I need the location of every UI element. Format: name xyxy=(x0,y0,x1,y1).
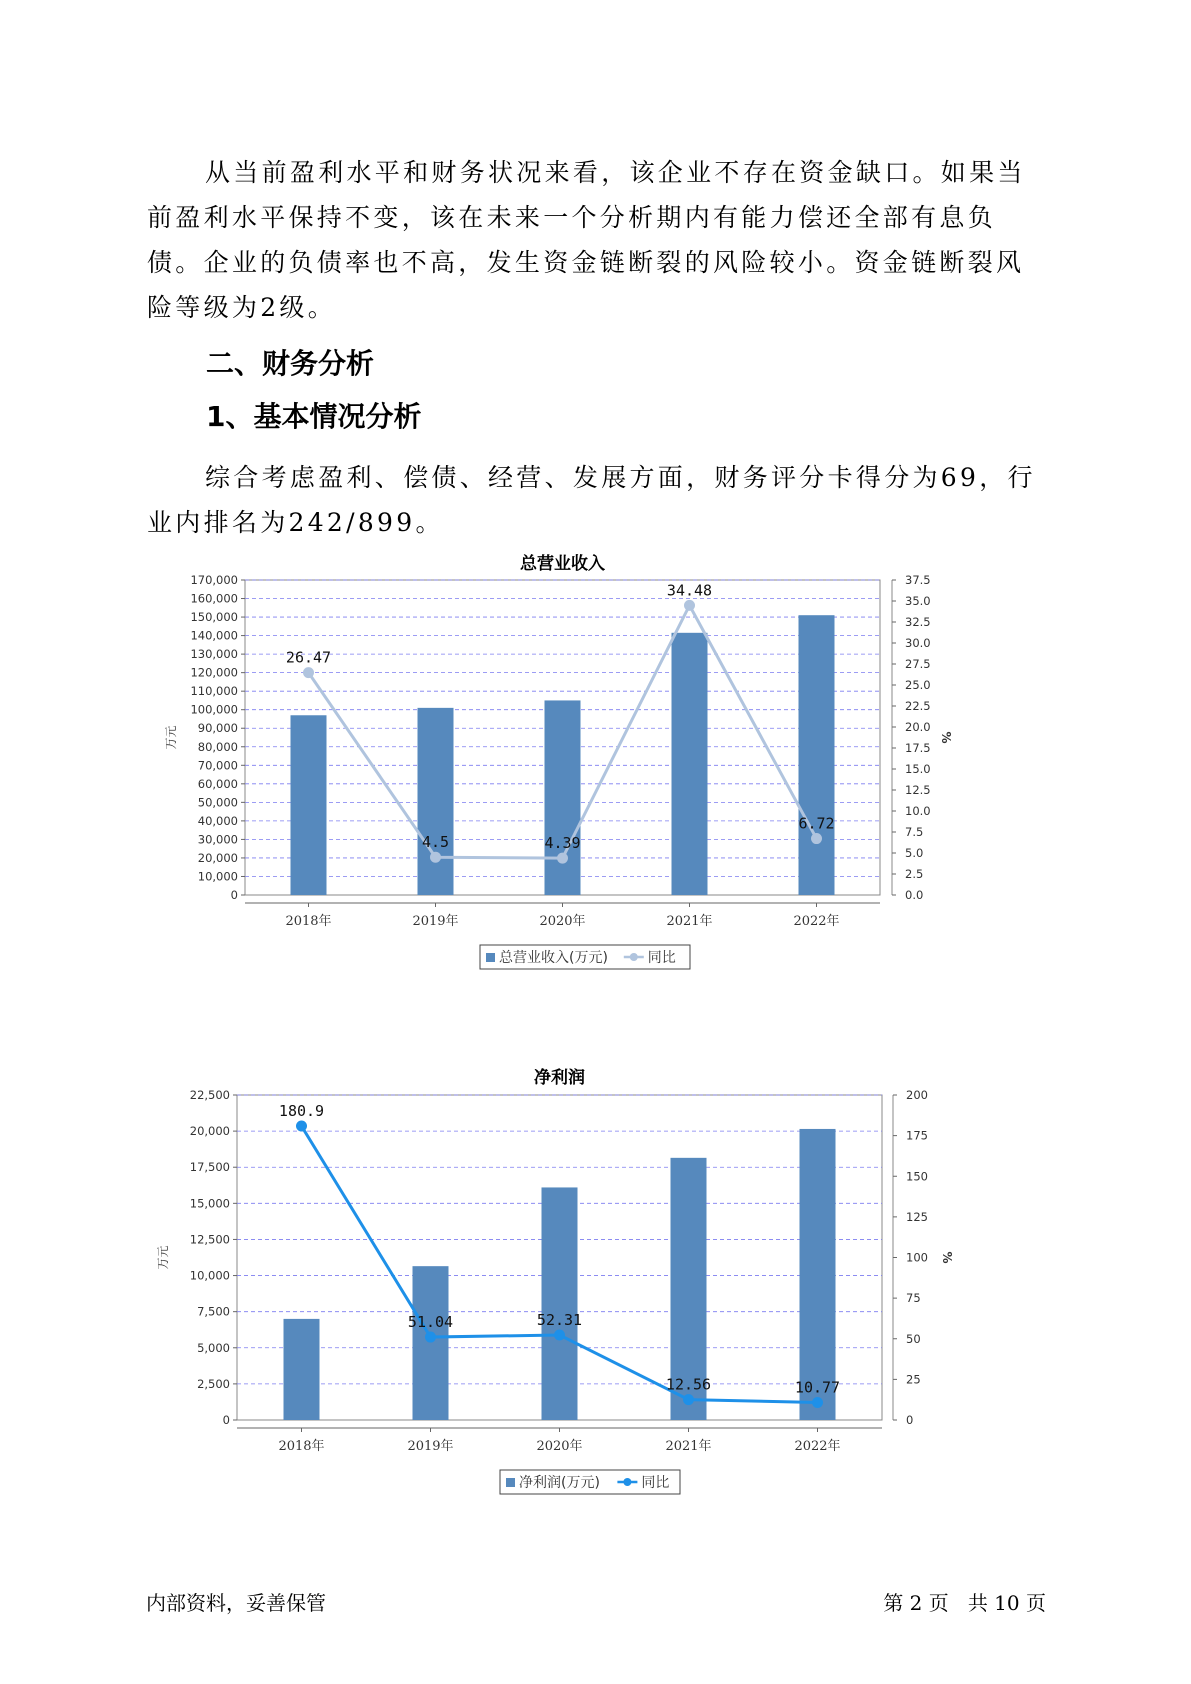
y-tick-label: 60,000 xyxy=(197,776,238,791)
bar xyxy=(545,700,581,895)
y-tick-label: 50,000 xyxy=(197,795,238,810)
y-right-tick-label: 150 xyxy=(906,1169,928,1184)
data-label: 34.48 xyxy=(666,581,713,600)
chart-title: 净利润 xyxy=(534,1068,585,1088)
x-tick-label: 2018年 xyxy=(285,914,332,929)
legend-line-label: 同比 xyxy=(647,950,676,966)
bar xyxy=(672,633,708,895)
y-axis-title: 万元 xyxy=(156,1245,170,1270)
bar xyxy=(542,1187,578,1420)
bar xyxy=(799,615,835,895)
y-tick-label: 20,000 xyxy=(189,1124,230,1139)
y-tick-label: 10,000 xyxy=(189,1268,230,1283)
x-tick-label: 2020年 xyxy=(539,914,586,929)
y-right-tick-label: 5.0 xyxy=(905,846,924,860)
y-tick-label: 22,500 xyxy=(189,1088,230,1102)
paragraph-risk-summary: 从当前盈利水平和财务状况来看，该企业不存在资金缺口。如果当前盈利水平保持不变，该在未来一个分析期内有能力偿还全部有息负债。企业的负债率也不高，发生资金链断裂的风险较小。资金链断裂风险等级为2级。 xyxy=(147,158,1026,322)
yoy-point xyxy=(554,1329,565,1340)
y-tick-label: 110,000 xyxy=(190,684,238,699)
yoy-point xyxy=(303,667,314,678)
y-right-tick-label: 17.5 xyxy=(905,741,931,755)
data-label: 51.04 xyxy=(407,1313,454,1332)
data-label: 6.72 xyxy=(798,814,835,833)
y-tick-label: 30,000 xyxy=(197,832,238,847)
legend-line-label: 同比 xyxy=(641,1475,670,1491)
legend-bar-swatch xyxy=(506,1478,515,1487)
y-tick-label: 80,000 xyxy=(197,739,238,754)
x-tick-label: 2022年 xyxy=(793,914,840,929)
x-tick-label: 2021年 xyxy=(665,1439,712,1454)
data-label: 4.5 xyxy=(421,833,450,852)
y-tick-label: 170,000 xyxy=(190,573,238,587)
data-label: 26.47 xyxy=(285,648,332,667)
y-tick-label: 12,500 xyxy=(189,1232,230,1247)
y-right-tick-label: 2.5 xyxy=(905,867,924,881)
y-right-tick-label: 15.0 xyxy=(905,762,931,776)
y-tick-label: 70,000 xyxy=(197,758,238,773)
y-tick-label: 90,000 xyxy=(197,721,238,736)
revenue-chart xyxy=(150,554,1050,1035)
legend-line-marker xyxy=(630,953,638,961)
revenue-chart-svg xyxy=(150,554,1050,1035)
y-right-tick-label: 20.0 xyxy=(905,720,931,734)
y-right-tick-label: 27.5 xyxy=(905,657,931,671)
y-tick-label: 40,000 xyxy=(197,813,238,828)
y-right-tick-label: 25 xyxy=(906,1372,921,1387)
y-right-tick-label: 30.0 xyxy=(905,636,931,650)
bar xyxy=(418,708,454,895)
y-right-tick-label: 22.5 xyxy=(905,699,931,713)
yoy-point xyxy=(296,1121,307,1132)
paragraph-score-summary: 综合考虑盈利、偿债、经营、发展方面，财务评分卡得分为69，行业内排名为242/899。 xyxy=(147,463,1036,537)
y-right-tick-label: 10.0 xyxy=(905,804,931,818)
yoy-point xyxy=(425,1332,436,1343)
legend-bar-label: 净利润(万元) xyxy=(519,1475,600,1491)
y-right-tick-label: 0 xyxy=(906,1413,914,1427)
y-tick-label: 140,000 xyxy=(190,628,238,643)
y-right-tick-label: 125 xyxy=(906,1209,928,1224)
data-label: 10.77 xyxy=(794,1378,841,1397)
data-label: 12.56 xyxy=(665,1375,712,1394)
x-tick-label: 2020年 xyxy=(536,1439,583,1454)
y-tick-label: 0 xyxy=(230,888,238,902)
y-tick-label: 150,000 xyxy=(190,610,238,625)
y-tick-label: 7,500 xyxy=(197,1304,230,1319)
yoy-point xyxy=(811,833,822,844)
y-right-tick-label: 25.0 xyxy=(905,678,931,692)
legend-line-marker xyxy=(623,1478,631,1486)
data-label: 180.9 xyxy=(278,1102,325,1121)
y-tick-label: 20,000 xyxy=(197,850,238,865)
bar xyxy=(413,1266,449,1420)
y-right-tick-label: 100 xyxy=(906,1250,928,1265)
y-tick-label: 120,000 xyxy=(190,665,238,680)
y-right-tick-label: 75 xyxy=(906,1291,921,1306)
chart-title: 总营业收入 xyxy=(520,554,605,574)
legend-bar-label: 总营业收入(万元) xyxy=(499,950,608,966)
y-tick-label: 15,000 xyxy=(189,1196,230,1211)
y-right-tick-label: 175 xyxy=(906,1128,928,1143)
y-tick-label: 10,000 xyxy=(197,869,238,884)
bar xyxy=(800,1129,836,1420)
section-heading: 二、财务分析 xyxy=(206,347,375,380)
y-right-axis-title: % xyxy=(939,731,953,744)
footer-confidential: 内部资料，妥善保管 xyxy=(146,1591,326,1615)
y-tick-label: 5,000 xyxy=(197,1340,230,1355)
y-right-tick-label: 0.0 xyxy=(905,888,924,902)
footer-page-number: 第 2 页 共 10 页 xyxy=(883,1591,1046,1615)
legend-bar-swatch xyxy=(486,953,495,962)
data-label: 4.39 xyxy=(544,834,581,853)
y-tick-label: 0 xyxy=(222,1413,230,1427)
yoy-point xyxy=(684,600,695,611)
y-right-axis-title: % xyxy=(940,1251,954,1264)
y-axis-title: 万元 xyxy=(164,725,178,750)
net-profit-chart xyxy=(150,1068,1050,1555)
y-right-tick-label: 35.0 xyxy=(905,594,931,608)
y-tick-label: 100,000 xyxy=(190,702,238,717)
y-tick-label: 160,000 xyxy=(190,591,238,606)
x-tick-label: 2022年 xyxy=(794,1439,841,1454)
data-label: 52.31 xyxy=(536,1310,583,1329)
x-tick-label: 2021年 xyxy=(666,914,713,929)
y-tick-label: 17,500 xyxy=(189,1160,230,1175)
x-tick-label: 2019年 xyxy=(407,1439,454,1454)
y-right-tick-label: 200 xyxy=(906,1088,928,1102)
subsection-heading: 1、基本情况分析 xyxy=(206,400,422,433)
y-right-tick-label: 32.5 xyxy=(905,615,931,629)
yoy-point xyxy=(557,853,568,864)
net-profit-chart-svg xyxy=(150,1068,1050,1555)
x-tick-label: 2019年 xyxy=(412,914,459,929)
y-tick-label: 2,500 xyxy=(197,1376,230,1391)
yoy-point xyxy=(683,1394,694,1405)
y-right-tick-label: 7.5 xyxy=(905,825,924,839)
bar xyxy=(284,1319,320,1420)
yoy-point xyxy=(430,852,441,863)
x-tick-label: 2018年 xyxy=(278,1439,325,1454)
y-tick-label: 130,000 xyxy=(190,647,238,662)
bar xyxy=(291,715,327,895)
y-right-tick-label: 37.5 xyxy=(905,573,931,587)
yoy-point xyxy=(812,1397,823,1408)
y-right-tick-label: 50 xyxy=(906,1331,921,1346)
y-right-tick-label: 12.5 xyxy=(905,783,931,797)
